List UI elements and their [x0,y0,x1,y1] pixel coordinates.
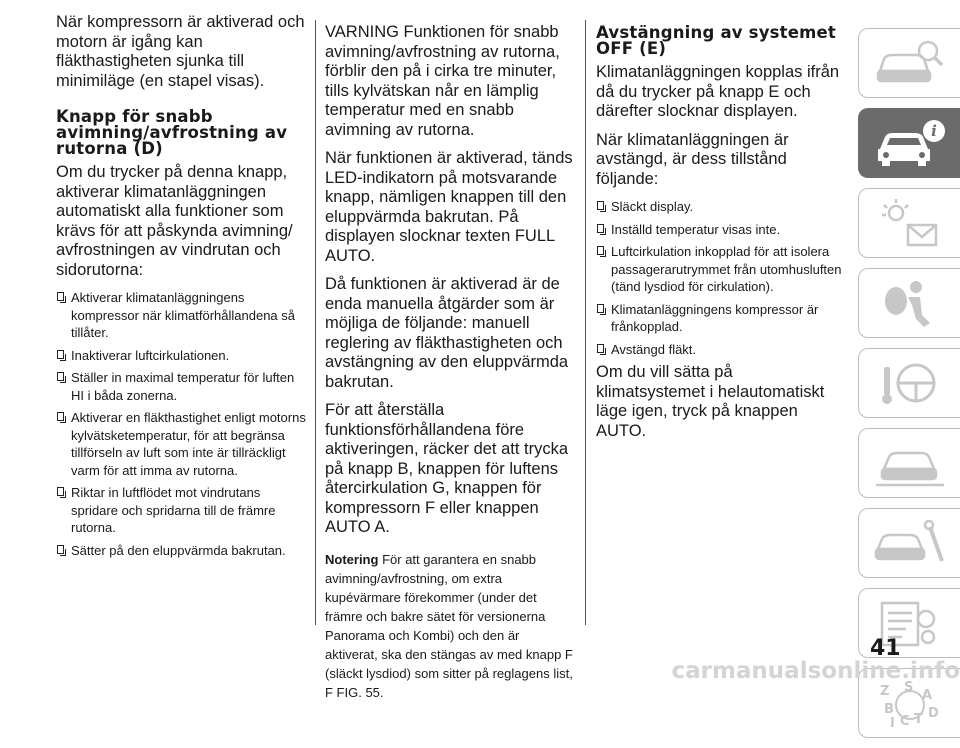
airbag-passenger-icon [872,275,948,331]
note-label: Notering [325,551,379,567]
index-letter: T [913,712,923,727]
page-number: 41 [870,636,901,661]
restore-paragraph: För att återställa funktionsförhållandena före aktiveringen, räcker det att trycka på knapp B, knappen för luftens återcirkulation G, knappen för kompressorn F eller knappen AUTO A. [325,401,569,536]
car-info-icon [872,115,948,171]
tab-warning-lights[interactable] [858,188,960,258]
list-item: Klimatanläggningens kompressor är frånkopplad. [596,301,846,336]
checkbox-bullet-icon [597,224,604,233]
off-paragraph: Klimatanläggningen kopplas ifrån då du trycker på knapp E och därefter slocknar displayen. [596,63,840,120]
off-bullet-list [596,198,846,358]
tab-airbag-safety[interactable] [858,268,960,338]
list-item: Ställer in maximal temperatur för luften HI i båda zonerna. [56,369,306,404]
steering-wheel-key-icon [872,355,948,411]
note-text: För att garantera en snabb avimning/avfrostning, om extra kupévärmare förekommer (under det främre och bakre sätet för versionerna Panorama och Kombi) och den är aktiverat, ska den stängas av med knapp F (släckt lysdiod) som sitter på reglagens list, F FIG. 55. [325,551,573,700]
index-letter: Z [879,684,889,699]
checkbox-bullet-icon [57,350,64,359]
checkbox-bullet-icon [57,487,64,496]
tab-maintenance[interactable] [858,508,960,578]
column-1 [56,0,306,564]
car-breakdown-icon [872,435,948,491]
checkbox-bullet-icon [597,304,604,313]
defrost-bullet-list [56,289,306,559]
auto-paragraph: Om du vill sätta på klimatsystemet i helautomatiskt läge igen, tryck på knappen AUTO. [596,363,825,440]
list-item: Släckt display. [596,198,846,216]
checkbox-bullet-icon [597,344,604,353]
list-item: Luftcirkulation inkopplad för att isolera passagerarutrymmet från utomhusluften (tänd lysdiod för cirkulation). [596,243,846,296]
checkbox-bullet-icon [57,372,64,381]
checkbox-bullet-icon [57,412,64,421]
column-2 [325,0,575,702]
list-item: Inställd temperatur visas inte. [596,221,846,239]
list-item: Sätter på den eluppvärmda bakrutan. [56,542,306,560]
tab-car-search[interactable] [858,28,960,98]
tab-emergency[interactable] [858,428,960,498]
manual-actions-paragraph: Då funktionen är aktiverad är de enda manuella åtgärder som är möjliga de följande: manuell reglering av fläkthastigheten och avstängning av den eluppvärmda bakrutan. [325,275,569,391]
warning-lights-icon [872,195,948,251]
watermark: carmanualsonline.info [671,658,960,684]
list-item: Inaktiverar luftcirkulationen. [56,347,306,365]
checkbox-bullet-icon [57,292,64,301]
led-paragraph: När funktionen är aktiverad, tänds LED-indikatorn på motsvarande knapp, nämligen knappen till den eluppvärmda bakrutan. På displayen slocknar texten FULL AUTO. [325,149,573,265]
column-divider [585,20,586,625]
defrost-body-paragraph: Om du trycker på denna knapp, aktiverar klimatanläggningen automatiskt alla funktioner som krävs för att påskynda avimning/ avfrostningen av vindrutan och sidorutorna: [56,163,293,279]
list-item: Aktiverar klimatanläggningens kompressor när klimatförhållandena så tillåter. [56,289,306,342]
section-heading-off: Avstängning av systemet OFF (E) [596,23,837,58]
column-3 [596,0,846,450]
checkbox-bullet-icon [57,545,64,554]
intro-paragraph: När kompressorn är aktiverad och motorn är igång kan fläkthastigheten sjunka till minimiläge (en stapel visas). [56,13,305,90]
index-letter: B [883,702,894,717]
column-divider [315,20,316,625]
section-heading-defrost: Knapp för snabb avimning/avfrostning av rutorna (D) [56,107,288,158]
index-letter: S [903,680,913,695]
car-search-icon [872,35,948,91]
list-item: Avstängd fläkt. [596,341,846,359]
index-letter: C [899,714,910,729]
warning-paragraph: VARNING Funktionen för snabb avimning/avfrostning av rutorna, förblir den på i cirka tre minuter, tills kylvätskan når en lämplig temperatur med en snabb avimning av rutorna. [325,23,560,139]
list-item: Riktar in luftflödet mot vindrutans spridare och spridarna till de främre rutorna. [56,484,306,537]
tab-car-info[interactable] [858,108,960,178]
off-state-paragraph: När klimatanläggningen är avstängd, är dess tillstånd följande: [596,130,789,188]
index-letter: I [889,716,895,731]
tab-starting-driving[interactable] [858,348,960,418]
checkbox-bullet-icon [597,201,604,210]
index-letter: A [921,688,932,703]
list-item: Aktiverar en fläkthastighet enligt motorns kylvätsketemperatur, för att begränsa tillförseln av luft som inte är tillräckligt varm för att imma av rutorna. [56,409,306,479]
svg-text:i: i [930,122,937,140]
checkbox-bullet-icon [597,246,604,255]
car-wrench-icon [872,515,948,571]
index-letter: D [927,706,939,721]
